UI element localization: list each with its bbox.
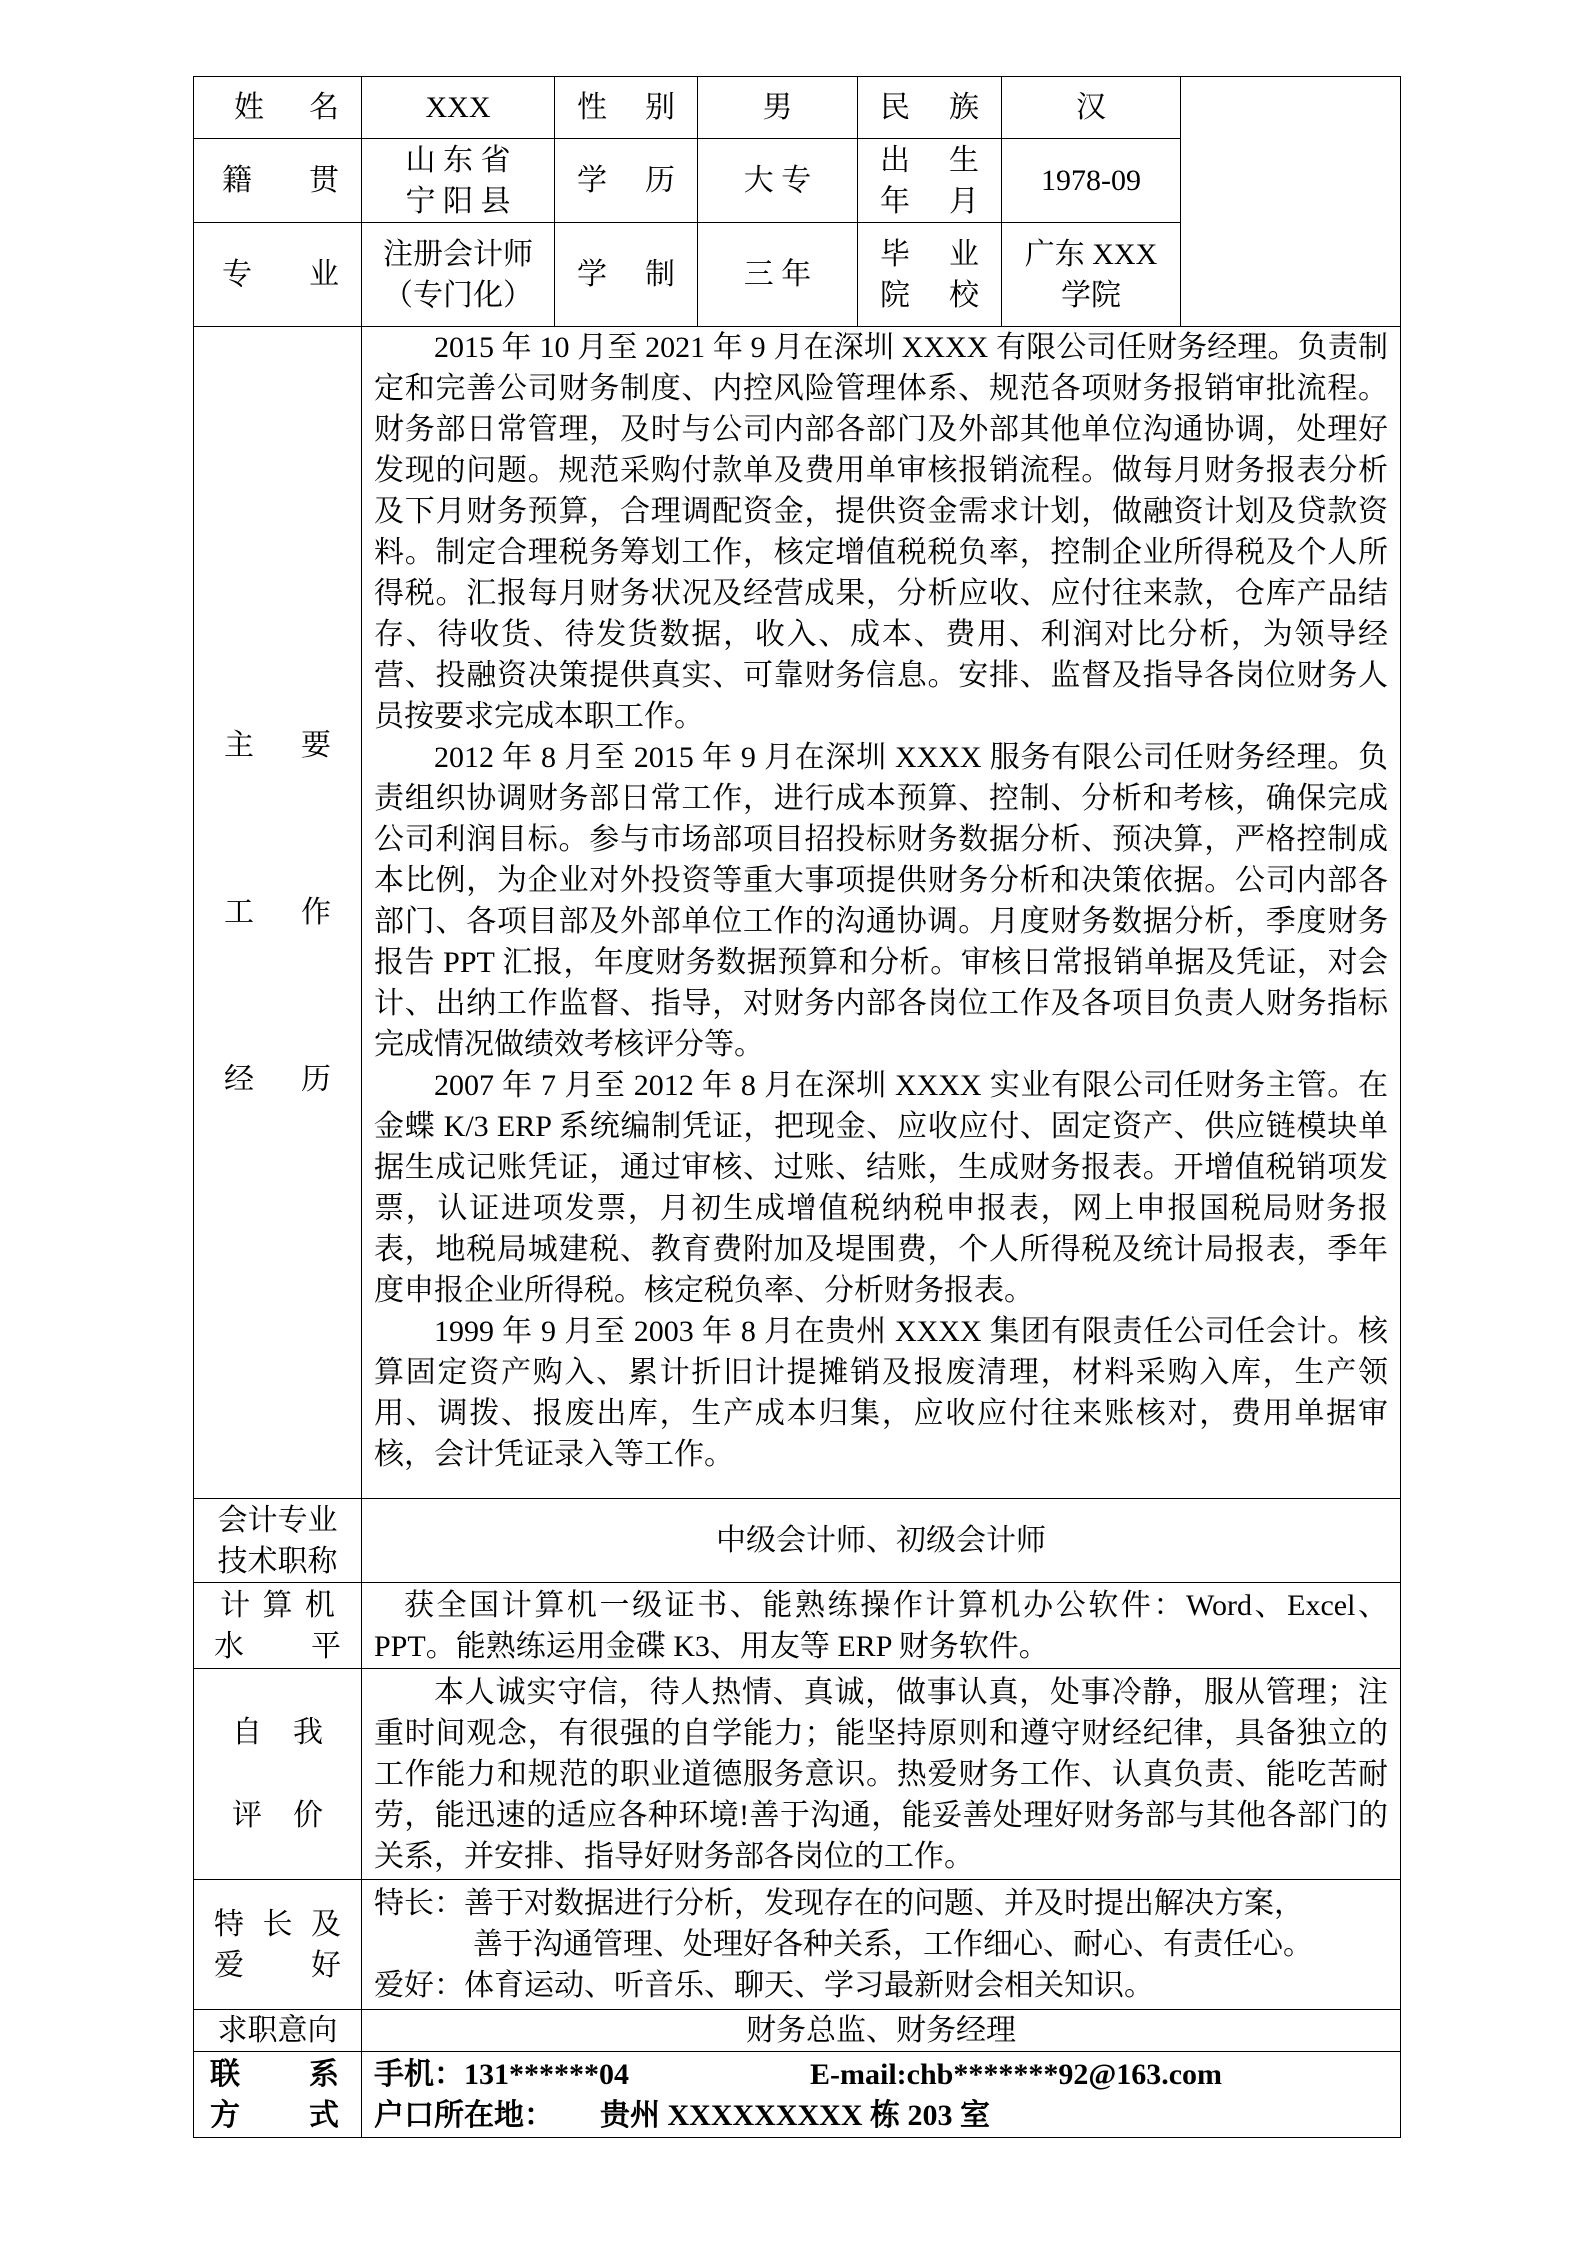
experience-label bbox=[194, 327, 362, 1499]
duration-label: 学 制 bbox=[555, 223, 698, 327]
experience-paragraph: 2012 年 8 月至 2015 年 9 月在深圳 XXXX 服务有限公司任财务经理。负责组织协调财务部日常工作，进行成本预算、控制、分析和考核，确保完成公司利润目标。参与市场部项目招投标财务数据分析、预决算，严格控制成本比例，为企业对外投资等重大事项提供财务分析和决策依据。公司内部各部门、各项目部及外部单位工作的沟通协调。月度财务数据分析，季度财务报告 PPT 汇报，年度财务数据预算和分析。审核日常报销单据及凭证，对会计、出纳工作监督、指导，对财务内部各岗位工作及各项目负责人财务指标完成情况做绩效考核评分等。 bbox=[374, 741, 1388, 1061]
major-label: 专 业 bbox=[194, 223, 362, 327]
row-contact bbox=[194, 2052, 1401, 2138]
intent-label: 求职意向 bbox=[194, 2010, 362, 2052]
ethnicity-value: 汉 bbox=[1002, 77, 1181, 139]
school-label: 毕 业 院 校 bbox=[858, 223, 1002, 327]
contact-phone: 手机：131******04 bbox=[374, 2057, 629, 2091]
row-title bbox=[194, 1499, 1401, 1583]
hobby-line-1: 特长：善于对数据进行分析，发现存在的问题、并及时提出解决方案， bbox=[374, 1887, 1304, 1920]
row-basic-1 bbox=[194, 77, 1401, 139]
row-intent bbox=[194, 2010, 1401, 2052]
photo-cell bbox=[1181, 77, 1401, 327]
title-value: 中级会计师、初级会计师 bbox=[362, 1499, 1401, 1583]
experience-label-1: 主 要 bbox=[224, 729, 331, 762]
resume-table bbox=[193, 76, 1401, 2138]
computer-label: 计 算 机 水 平 bbox=[194, 1583, 362, 1669]
hobby-line-2: 善于沟通管理、处理好各种关系，工作细心、耐心、有责任心。 bbox=[473, 1928, 1313, 1961]
self-eval-value: 本人诚实守信，待人热情、真诚，做事认真，处事冷静，服从管理；注重时间观念，有很强的自学能力；能坚持原则和遵守财经纪律，具备独立的工作能力和规范的职业道德服务意识。热爱财务工作、认真负责、能吃苦耐劳，能迅速的适应各种环境!善于沟通，能妥善处理好财务部与其他各部门的关系，并安排、指导好财务部各岗位的工作。 bbox=[362, 1669, 1401, 1880]
experience-content bbox=[362, 327, 1401, 1499]
experience-paragraph: 1999 年 9 月至 2003 年 8 月在贵州 XXXX 集团有限责任公司任会计。核算固定资产购入、累计折旧计提摊销及报废清理，材料采购入库，生产领用、调拨、报废出库，生产成本归集，应收应付往来账核对，费用单据审核，会计凭证录入等工作。 bbox=[374, 1315, 1388, 1471]
experience-paragraph: 2007 年 7 月至 2012 年 8 月在深圳 XXXX 实业有限公司任财务主管。在金蝶 K/3 ERP 系统编制凭证，把现金、应收应付、固定资产、供应链模块单据生成记账凭证，通过审核、过账、结账，生成财务报表。开增值税销项发票，认证进项发票，月初生成增值税纳税申报表，网上申报国税局财务报表，地税局城建税、教育费附加及堤围费，个人所得税及统计局报表，季年度申报企业所得税。核定税负率、分析财务报表。 bbox=[374, 1069, 1388, 1307]
hobby-label: 特 长 及 爱 好 bbox=[194, 1880, 362, 2010]
duration-value: 三 年 bbox=[698, 223, 858, 327]
row-self-eval bbox=[194, 1669, 1401, 1880]
experience-label-2: 工 作 bbox=[224, 896, 331, 929]
name-value: XXX bbox=[362, 77, 555, 139]
gender-label: 性 别 bbox=[555, 77, 698, 139]
major-value: 注册会计师 （专门化） bbox=[362, 223, 555, 327]
contact-address-label: 户口所在地： bbox=[374, 2098, 554, 2132]
experience-label-3: 经 历 bbox=[224, 1063, 331, 1096]
intent-value: 财务总监、财务经理 bbox=[362, 2010, 1401, 2052]
education-label: 学 历 bbox=[555, 139, 698, 223]
hobby-line-3: 爱好：体育运动、听音乐、聊天、学习最新财会相关知识。 bbox=[374, 1969, 1154, 2002]
row-computer bbox=[194, 1583, 1401, 1669]
contact-email: E-mail:chb*******92@163.com bbox=[810, 2057, 1223, 2091]
experience-paragraph: 2015 年 10 月至 2021 年 9 月在深圳 XXXX 有限公司任财务经理。负责制定和完善公司财务制度、内控风险管理体系、规范各项财务报销审批流程。财务部日常管理，及时与公司内部各部门及外部其他单位沟通协调，处理好发现的问题。规范采购付款单及费用单审核报销流程。做每月财务报表分析及下月财务预算，合理调配资金，提供资金需求计划，做融资计划及贷款资料。制定合理税务筹划工作，核定增值税税负率，控制企业所得税及个人所得税。汇报每月财务状况及经营成果，分析应收、应付往来款，仓库产品结存、待收货、待发货数据，收入、成本、费用、利润对比分析，为领导经营、投融资决策提供真实、可靠财务信息。安排、监督及指导各岗位财务人员按要求完成本职工作。 bbox=[374, 331, 1388, 733]
row-hobby bbox=[194, 1880, 1401, 2010]
education-value: 大 专 bbox=[698, 139, 858, 223]
contact-address-value: 贵州 XXXXXXXXX 栋 203 室 bbox=[600, 2098, 990, 2132]
row-experience bbox=[194, 327, 1401, 1499]
computer-value: 获全国计算机一级证书、能熟练操作计算机办公软件：Word、Excel、PPT。能熟练运用金碟 K3、用友等 ERP 财务软件。 bbox=[362, 1583, 1401, 1669]
gender-value: 男 bbox=[698, 77, 858, 139]
hobby-value bbox=[362, 1880, 1401, 2010]
self-eval-label: 自 我 评 价 bbox=[194, 1669, 362, 1880]
name-label: 姓 名 bbox=[194, 77, 362, 139]
ethnicity-label: 民 族 bbox=[858, 77, 1002, 139]
birth-label: 出 生 年 月 bbox=[858, 139, 1002, 223]
origin-label: 籍 贯 bbox=[194, 139, 362, 223]
title-label: 会计专业 技术职称 bbox=[194, 1499, 362, 1583]
birth-value: 1978-09 bbox=[1002, 139, 1181, 223]
origin-value: 山 东 省 宁 阳 县 bbox=[362, 139, 555, 223]
school-value: 广东 XXX 学院 bbox=[1002, 223, 1181, 327]
contact-label: 联 系 方 式 bbox=[194, 2052, 362, 2138]
contact-value bbox=[362, 2052, 1401, 2138]
